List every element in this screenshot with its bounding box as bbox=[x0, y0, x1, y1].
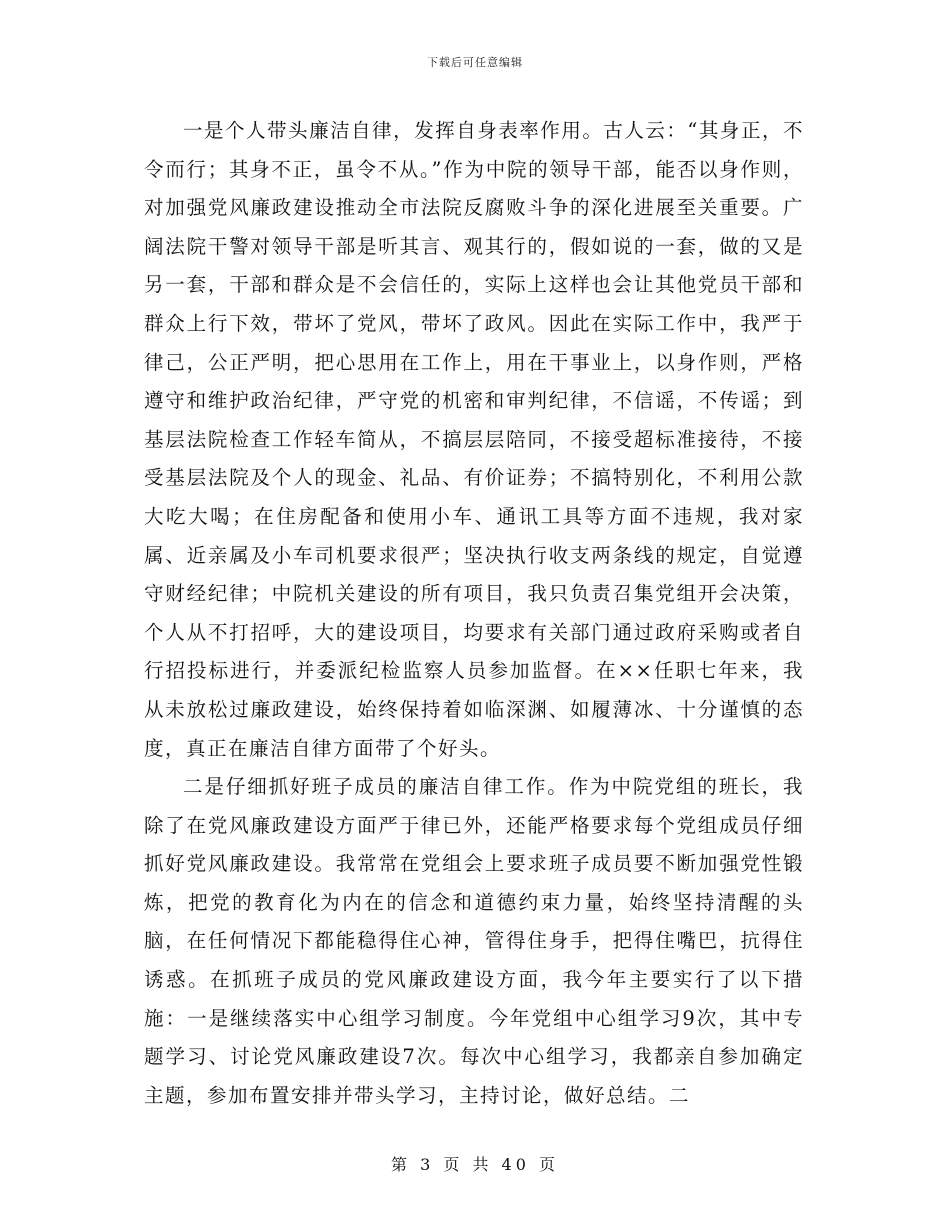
document-body bbox=[144, 112, 804, 1115]
paragraph: 一是个人带头廉洁自律，发挥自身表率作用。古人云：“其身正，不令而行；其身不正，虽令不从。”作为中院的领导干部，能否以身作则，对加强党风廉政建设推动全市法院反腐败斗争的深化进展至关重要。广阔法院干警对领导干部是听其言、观其行的，假如说的一套，做的又是另一套，干部和群众是不会信任的，实际上这样也会让其他党员干部和群众上行下效，带坏了党风，带坏了政风。因此在实际工作中，我严于律己，公正严明，把心思用在工作上，用在干事业上，以身作则，严格遵守和维护政治纪律，严守党的机密和审判纪律，不信谣，不传谣；到基层法院检查工作轻车简从，不搞层层陪同，不接受超标准接待，不接受基层法院及个人的现金、礼品、有价证券；不搞特别化，不利用公款大吃大喝；在住房配备和使用小车、通讯工具等方面不违规，我对家属、近亲属及小车司机要求很严；坚决执行收支两条线的规定，自觉遵守财经纪律；中院机关建设的所有项目，我只负责召集党组开会决策，个人从不打招呼，大的建设项目，均要求有关部门通过政府采购或者自行招投标进行，并委派纪检监察人员参加监督。在××任职七年来，我从未放松过廉政建设，始终保持着如临深渊、如履薄冰、十分谨慎的态度，真正在廉洁自律方面带了个好头。 bbox=[144, 119, 804, 760]
paragraph: 二是仔细抓好班子成员的廉洁自律工作。作为中院党组的班长，我除了在党风廉政建设方面严于律已外，还能严格要求每个党组成员仔细抓好党风廉政建设。我常常在党组会上要求班子成员要不断加强党性锻炼，把党的教育化为内在的信念和道德约束力量，始终坚持清醒的头脑，在任何情况下都能稳得住心神，管得住身手，把得住嘴巴，抗得住诱惑。在抓班子成员的党风廉政建设方面，我今年主要实行了以下措施：一是继续落实中心组学习制度。今年党组中心组学习9次，其中专题学习、讨论党风廉政建设7次。每次中心组学习，我都亲自参加确定主题，参加布置安排并带头学习，主持讨论，做好总结。二 bbox=[144, 775, 804, 1107]
page-header: 下载后可任意编辑 bbox=[427, 56, 523, 69]
page-number-footer: 第 3 页 共 40 页 bbox=[391, 1155, 559, 1174]
